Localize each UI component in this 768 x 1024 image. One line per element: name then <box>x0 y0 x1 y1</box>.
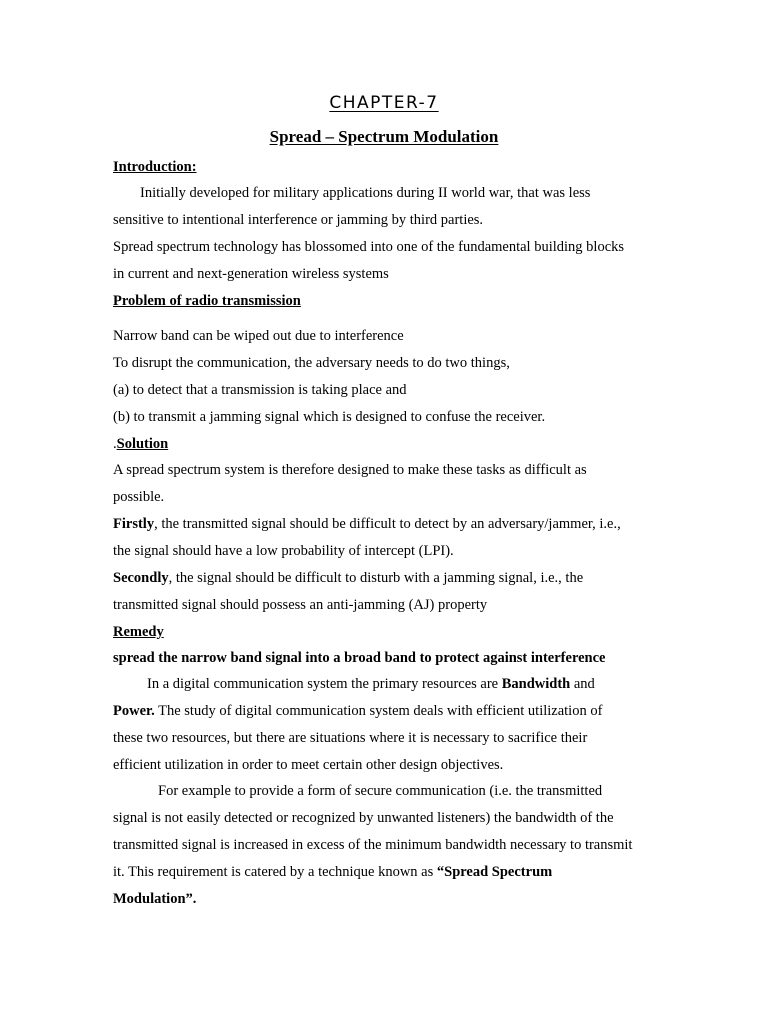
solution-line-2: possible. <box>113 489 165 505</box>
solution-line-1: A spread spectrum system is therefore designed to make these tasks as difficult as <box>113 462 587 478</box>
remedy-para2-line-3: transmitted signal is increased in excess of the minimum bandwidth necessary to transmit <box>113 837 633 853</box>
para2-text-a: it. This requirement is catered by a technique known as <box>113 864 437 880</box>
problem-line-4: (b) to transmit a jamming signal which is designed to confuse the receiver. <box>113 409 546 425</box>
remedy-para1-line-2 <box>113 701 673 721</box>
power-term: Power. <box>113 703 155 719</box>
solution-heading: Solution <box>116 436 169 452</box>
page-title: Spread – Spectrum Modulation <box>269 127 499 146</box>
remedy-para1-line-3: these two resources, but there are situations where it is necessary to sacrifice their <box>113 730 588 746</box>
para1-text-a: In a digital communication system the primary resources are <box>147 676 502 692</box>
remedy-para2-line-2: signal is not easily detected or recognized by unwanted listeners) the bandwidth of the <box>113 810 614 826</box>
problem-line-1: Narrow band can be wiped out due to interference <box>113 328 404 344</box>
chapter-heading: CHAPTER-7 <box>329 93 439 113</box>
firstly-text: , the transmitted signal should be difficult to detect by an adversary/jammer, i.e., <box>154 516 621 532</box>
remedy-para2-line-4 <box>113 862 673 882</box>
solution-secondly-line <box>113 568 673 588</box>
solution-line-6: transmitted signal should possess an anti-jamming (AJ) property <box>113 597 488 613</box>
remedy-para2-line-1: For example to provide a form of secure communication (i.e. the transmitted <box>158 783 603 799</box>
secondly-label: Secondly <box>113 570 169 586</box>
introduction-heading: Introduction: <box>113 159 197 175</box>
remedy-para2-line-5: Modulation”. <box>113 891 197 907</box>
firstly-label: Firstly <box>113 516 155 532</box>
remedy-para1-line-1 <box>147 674 707 694</box>
intro-line-4: in current and next-generation wireless systems <box>113 266 389 282</box>
bandwidth-term: Bandwidth <box>501 676 571 692</box>
para1-text-b: and <box>570 676 595 692</box>
remedy-heading: Remedy <box>113 624 164 640</box>
problem-line-3: (a) to detect that a transmission is taking place and <box>113 382 407 398</box>
solution-heading-line <box>113 434 673 454</box>
para1-text-c: The study of digital communication system deals with efficient utilization of <box>154 703 603 719</box>
problem-heading: Problem of radio transmission <box>113 293 301 309</box>
spread-spectrum-term: “Spread Spectrum <box>436 864 553 880</box>
secondly-text: , the signal should be difficult to disturb with a jamming signal, i.e., the <box>168 570 584 586</box>
solution-firstly-line <box>113 514 673 534</box>
problem-line-2: To disrupt the communication, the adversary needs to do two things, <box>113 355 510 371</box>
intro-line-1: Initially developed for military applications during II world war, that was less <box>140 185 591 201</box>
intro-line-2: sensitive to intentional interference or jamming by third parties. <box>113 212 484 228</box>
remedy-bold-line: spread the narrow band signal into a broad band to protect against interference <box>113 650 606 666</box>
solution-prefix: . <box>113 436 117 452</box>
intro-line-3: Spread spectrum technology has blossomed into one of the fundamental building blocks <box>113 239 625 255</box>
solution-line-4: the signal should have a low probability of intercept (LPI). <box>113 543 454 559</box>
remedy-para1-line-4: efficient utilization in order to meet certain other design objectives. <box>113 757 504 773</box>
